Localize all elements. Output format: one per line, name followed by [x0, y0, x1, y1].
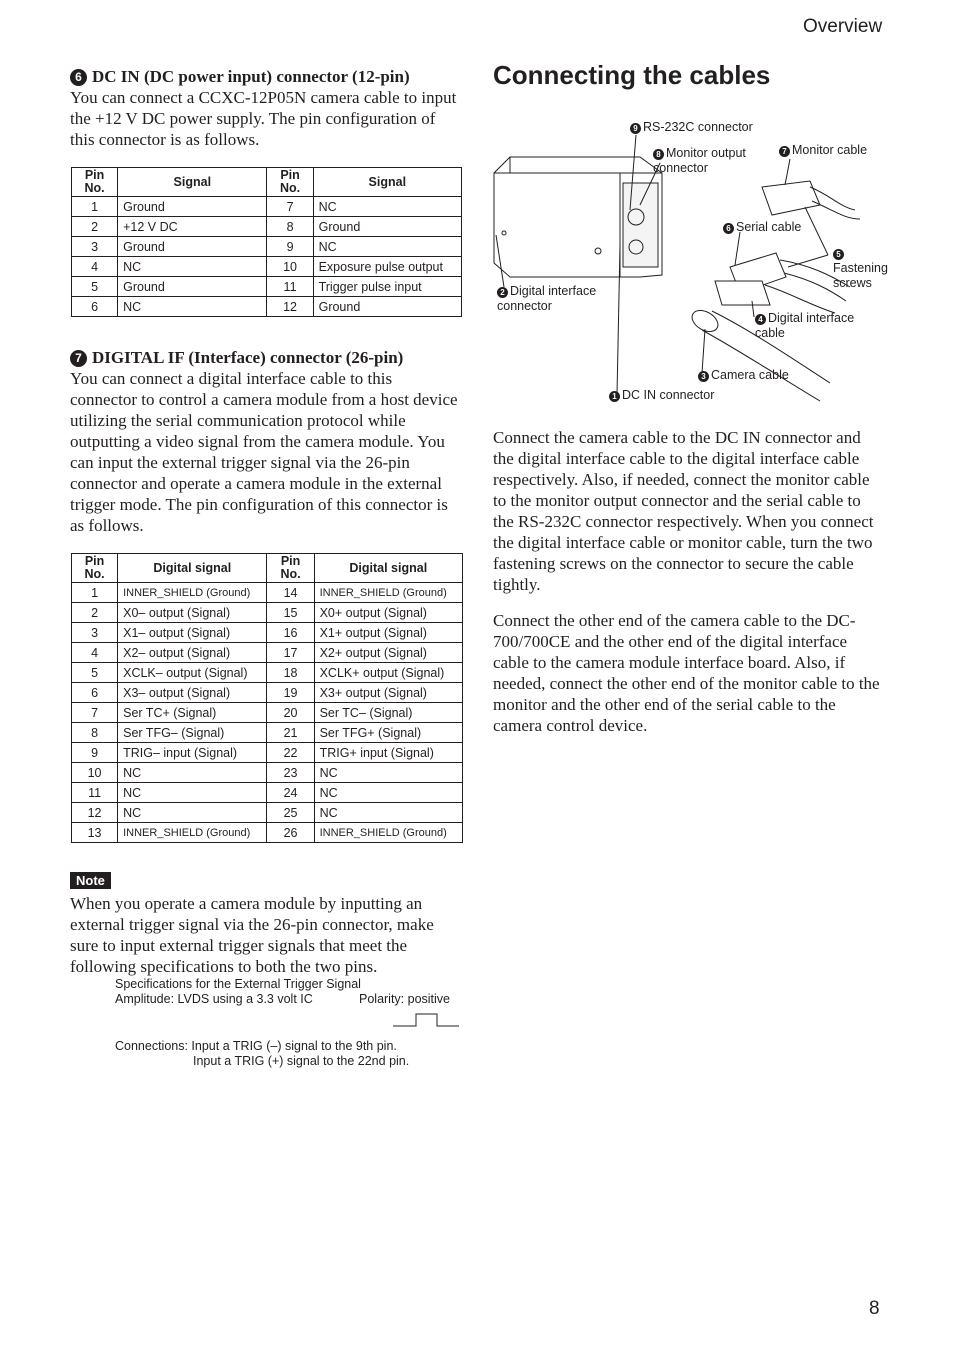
pin-number-cell: 26	[267, 823, 314, 843]
signal-cell: X1+ output (Signal)	[314, 623, 462, 643]
table-row	[72, 623, 463, 643]
signal-cell: INNER_SHIELD (Ground)	[118, 583, 267, 603]
number-9-icon: 9	[630, 123, 641, 134]
pin-no-header: Pin No.	[72, 168, 118, 197]
pin-number-cell: 21	[267, 723, 314, 743]
diagram-label	[609, 388, 739, 403]
dc-in-pin-table	[71, 167, 462, 317]
signal-header: Signal	[313, 168, 461, 197]
note-label: Note	[70, 872, 111, 889]
table-row	[72, 683, 463, 703]
signal-cell: Ground	[118, 237, 267, 257]
pin-number-cell: 12	[267, 297, 313, 317]
digital-if-pin-table	[71, 553, 463, 843]
diagram-label	[497, 284, 607, 314]
pin-no-header: Pin No.	[72, 554, 118, 583]
diagram-label	[779, 143, 879, 158]
pin-number-cell: 7	[72, 703, 118, 723]
pin-number-cell: 6	[72, 683, 118, 703]
pin-number-cell: 9	[72, 743, 118, 763]
pin-number-cell: 9	[267, 237, 313, 257]
table-header-row	[72, 554, 463, 583]
digital-signal-header: Digital signal	[314, 554, 462, 583]
number-8-icon: 8	[653, 149, 664, 160]
spec-amplitude: Amplitude: LVDS using a 3.3 volt IC	[115, 992, 313, 1006]
signal-cell: +12 V DC	[118, 217, 267, 237]
signal-cell: Ground	[118, 277, 267, 297]
dc-in-table-body	[72, 197, 462, 317]
table-row	[72, 297, 462, 317]
table-row	[72, 643, 463, 663]
pin-number-cell: 6	[72, 297, 118, 317]
signal-cell: XCLK+ output (Signal)	[314, 663, 462, 683]
signal-cell: Ground	[118, 197, 267, 217]
pin-number-cell: 4	[72, 643, 118, 663]
right-paragraph-2: Connect the other end of the camera cable to the DC-700/700CE and the other end of the digital interface cable to the camera module interface board. Also, if needed, connect the other end of the monitor cable to the monitor and the other end of the serial cable to the camera control device.	[493, 611, 880, 735]
pin-no-header: Pin No.	[267, 554, 314, 583]
signal-cell: XCLK– output (Signal)	[118, 663, 267, 683]
signal-cell: NC	[314, 803, 462, 823]
pin-number-cell: 7	[267, 197, 313, 217]
pin-number-cell: 2	[72, 217, 118, 237]
diagram-label-text: Digital interface connector	[497, 284, 597, 313]
diagram-label	[698, 368, 808, 383]
pin-number-cell: 2	[72, 603, 118, 623]
pin-number-cell: 3	[72, 237, 118, 257]
signal-cell: NC	[118, 803, 267, 823]
signal-cell: NC	[314, 783, 462, 803]
pin-number-cell: 11	[267, 277, 313, 297]
digital-if-section	[70, 347, 462, 536]
signal-cell: X0– output (Signal)	[118, 603, 267, 623]
table-row	[72, 237, 462, 257]
signal-cell: X2– output (Signal)	[118, 643, 267, 663]
diagram-label-text: Digital interface cable	[755, 311, 855, 340]
diagram-label	[653, 146, 763, 176]
table-row	[72, 803, 463, 823]
table-row	[72, 703, 463, 723]
diagram-label-text: Serial cable	[736, 220, 802, 234]
dc-in-body: You can connect a CCXC-12P05N camera cable to input the +12 V DC power supply. The pin configuration of this connector is as follows.	[70, 88, 457, 149]
table-row	[72, 277, 462, 297]
digital-if-table-body	[72, 583, 463, 843]
pin-number-cell: 5	[72, 663, 118, 683]
running-header: Overview	[803, 16, 883, 37]
diagram-label-text: RS-232C connector	[643, 120, 753, 134]
signal-cell: X3+ output (Signal)	[314, 683, 462, 703]
digital-if-body: You can connect a digital interface cable to this connector to control a camera module from a host device utilizing the serial communication protocol while outputting a video signal from the camera module. You can input the external trigger signal via the 26-pin connector and operate a camera module in the external trigger mode. The pin configuration of this connector is as follows.	[70, 369, 458, 535]
table-row	[72, 257, 462, 277]
signal-cell: Ground	[313, 217, 461, 237]
signal-cell: NC	[118, 257, 267, 277]
pin-number-cell: 1	[72, 197, 118, 217]
table-header-row	[72, 168, 462, 197]
pin-number-cell: 10	[72, 763, 118, 783]
pin-number-cell: 19	[267, 683, 314, 703]
page-title: Connecting the cables	[493, 60, 771, 90]
signal-cell: NC	[313, 237, 461, 257]
pin-number-cell: 17	[267, 643, 314, 663]
signal-cell: NC	[313, 197, 461, 217]
signal-cell: Ser TC+ (Signal)	[118, 703, 267, 723]
number-2-icon: 2	[497, 287, 508, 298]
signal-cell: Ser TC– (Signal)	[314, 703, 462, 723]
signal-cell: X2+ output (Signal)	[314, 643, 462, 663]
signal-cell: NC	[314, 763, 462, 783]
number-7-icon: 7	[779, 146, 790, 157]
signal-cell: Ground	[313, 297, 461, 317]
number-6-icon: 6	[723, 223, 734, 234]
connections-line-2: Input a TRIG (+) signal to the 22nd pin.	[193, 1054, 410, 1068]
right-paragraph-1: Connect the camera cable to the DC IN connector and the digital interface cable to the digital interface cable respectively. Also, if needed, connect the monitor cable to the monitor output connector and the serial cable to the RS-232C connector respectively. When you connect the digital interface cable or monitor cable, turn the two fastening screws on the connector to secure the cable tightly.	[493, 428, 874, 594]
signal-cell: NC	[118, 783, 267, 803]
pin-number-cell: 5	[72, 277, 118, 297]
spec-title: Specifications for the External Trigger Signal	[115, 977, 361, 991]
spec-polarity: Polarity: positive	[359, 992, 451, 1006]
pin-number-cell: 4	[72, 257, 118, 277]
number-6-icon: 6	[70, 69, 87, 86]
pin-number-cell: 10	[267, 257, 313, 277]
table-row	[72, 783, 463, 803]
number-7-icon: 7	[70, 350, 87, 367]
positive-pulse-waveform	[393, 1012, 461, 1028]
pin-number-cell: 14	[267, 583, 314, 603]
diagram-label-text: Fastening screws	[833, 261, 888, 290]
signal-cell: Exposure pulse output	[313, 257, 461, 277]
pin-number-cell: 12	[72, 803, 118, 823]
signal-cell: Trigger pulse input	[313, 277, 461, 297]
pin-number-cell: 11	[72, 783, 118, 803]
diagram-label-text: Monitor output connector	[653, 146, 746, 175]
dc-in-title: DC IN (DC power input) connector (12-pin)	[92, 67, 410, 86]
pin-number-cell: 15	[267, 603, 314, 623]
signal-cell: NC	[118, 297, 267, 317]
dc-in-heading	[70, 66, 462, 87]
table-row	[72, 603, 463, 623]
pin-number-cell: 23	[267, 763, 314, 783]
diagram-label	[723, 220, 823, 235]
pin-number-cell: 20	[267, 703, 314, 723]
signal-cell: NC	[118, 763, 267, 783]
pin-number-cell: 24	[267, 783, 314, 803]
note-body: When you operate a camera module by inputting an external trigger signal via the 26-pin connector, make sure to input external trigger signals that meet the following specifications to both the two pins.	[70, 894, 434, 976]
table-row	[72, 743, 463, 763]
pin-number-cell: 8	[72, 723, 118, 743]
diagram-label-text: DC IN connector	[622, 388, 715, 402]
pin-number-cell: 22	[267, 743, 314, 763]
table-row	[72, 723, 463, 743]
connections-line-1: Connections: Input a TRIG (–) signal to the 9th pin.	[115, 1039, 397, 1053]
pin-number-cell: 25	[267, 803, 314, 823]
digital-signal-header: Digital signal	[118, 554, 267, 583]
diagram-label	[833, 246, 903, 291]
diagram-label-text: Monitor cable	[792, 143, 868, 157]
number-1-icon: 1	[609, 391, 620, 402]
signal-cell: INNER_SHIELD (Ground)	[118, 823, 267, 843]
table-row	[72, 197, 462, 217]
table-row	[72, 663, 463, 683]
number-3-icon: 3	[698, 371, 709, 382]
table-row	[72, 763, 463, 783]
pin-number-cell: 16	[267, 623, 314, 643]
diagram-label	[630, 120, 770, 135]
pin-number-cell: 8	[267, 217, 313, 237]
page-number: 8	[869, 1298, 880, 1319]
table-row	[72, 823, 463, 843]
pin-number-cell: 18	[267, 663, 314, 683]
table-row	[72, 217, 462, 237]
diagram-label-text: Camera cable	[711, 368, 789, 382]
signal-header: Signal	[118, 168, 267, 197]
signal-cell: TRIG– input (Signal)	[118, 743, 267, 763]
dc-in-section	[70, 66, 462, 150]
signal-cell: X3– output (Signal)	[118, 683, 267, 703]
signal-cell: Ser TFG– (Signal)	[118, 723, 267, 743]
signal-cell: Ser TFG+ (Signal)	[314, 723, 462, 743]
diagram-label	[755, 311, 865, 341]
table-row	[72, 583, 463, 603]
signal-cell: X0+ output (Signal)	[314, 603, 462, 623]
number-5-icon: 5	[833, 249, 844, 260]
signal-cell: X1– output (Signal)	[118, 623, 267, 643]
signal-cell: INNER_SHIELD (Ground)	[314, 823, 462, 843]
signal-cell: INNER_SHIELD (Ground)	[314, 583, 462, 603]
signal-cell: TRIG+ input (Signal)	[314, 743, 462, 763]
pin-no-header: Pin No.	[267, 168, 313, 197]
pin-number-cell: 3	[72, 623, 118, 643]
number-4-icon: 4	[755, 314, 766, 325]
digital-if-heading	[70, 347, 462, 368]
pin-number-cell: 13	[72, 823, 118, 843]
digital-if-title: DIGITAL IF (Interface) connector (26-pin)	[92, 348, 404, 367]
pin-number-cell: 1	[72, 583, 118, 603]
